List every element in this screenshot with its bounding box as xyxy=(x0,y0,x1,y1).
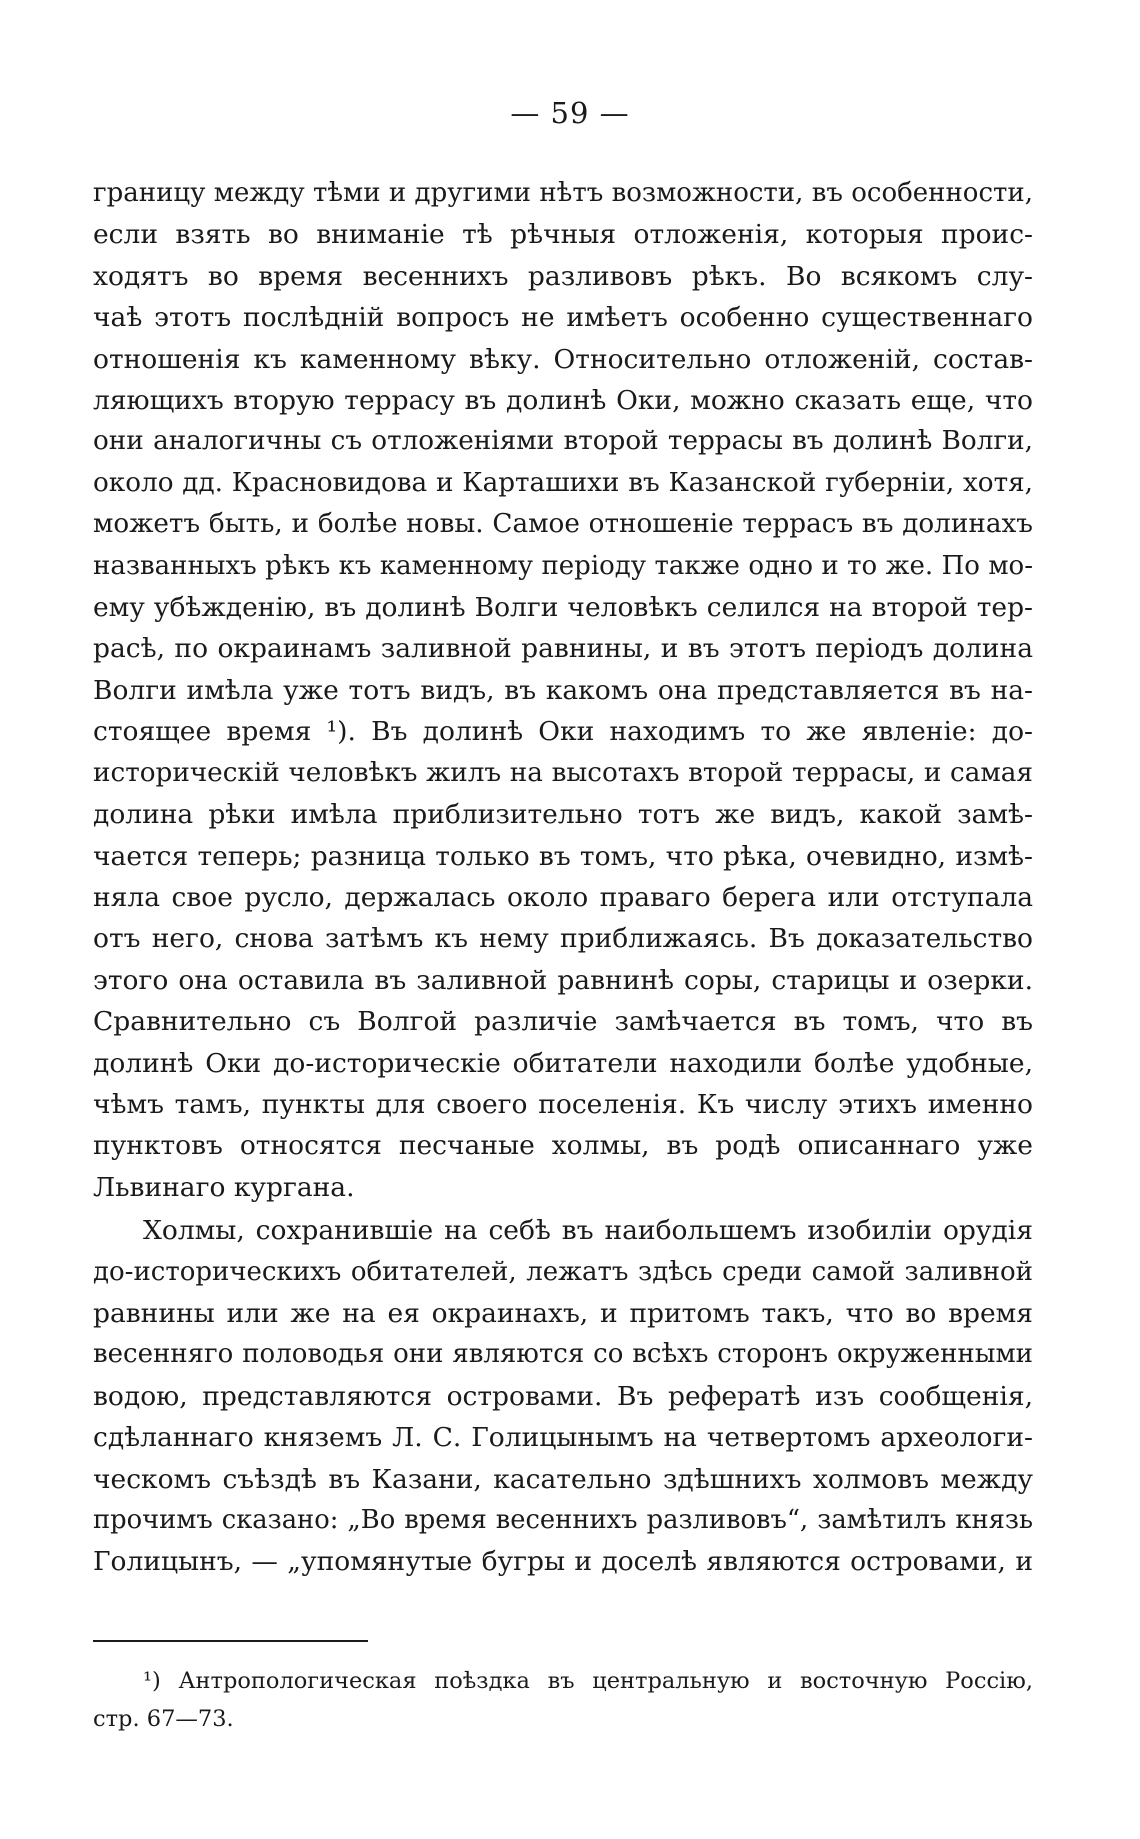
body-text xyxy=(93,173,1033,1583)
text-line: ходятъ во время весеннихъ разливовъ рѣкъ. Во всякомъ слу- xyxy=(93,260,1033,292)
text-line: около дд. Красновидова и Карташихи въ Казанской губерніи, хотя, xyxy=(93,467,1033,498)
text-line: чаѣ этотъ послѣдній вопросъ не имѣетъ особенно существеннаго xyxy=(93,302,1033,334)
text-line: долинѣ Оки до-историческіе обитатели находили болѣе удобные, xyxy=(93,1047,1033,1079)
text-line: няла свое русло, держалась около праваго берега или отступала xyxy=(93,881,1033,913)
text-line: Волги имѣла уже тотъ видъ, въ какомъ она представляется въ на- xyxy=(93,674,1033,706)
text-line: пунктовъ относятся песчаные холмы, въ родѣ описаннаго уже xyxy=(93,1130,1033,1162)
paragraph-2 xyxy=(93,1210,1033,1583)
text-line: ческомъ съѣздѣ въ Казани, касательно здѣшнихъ холмовъ между xyxy=(93,1463,1033,1495)
text-line: долина рѣки имѣла приблизительно тотъ же видъ, какой замѣ- xyxy=(93,799,1033,831)
text-line: весенняго половодья они являются со всѣхъ сторонъ окруженными xyxy=(93,1339,1033,1370)
text-line: отношенія къ каменному вѣку. Относительно отложеній, состав- xyxy=(93,343,1033,375)
text-line: чѣмъ тамъ, пункты для своего поселенія. Къ числу этихъ именно xyxy=(93,1088,1033,1120)
text-line: Львинаго кургана. xyxy=(93,1171,355,1203)
paragraph-1 xyxy=(93,173,1033,1208)
text-line: историческій человѣкъ жилъ на высотахъ второй террасы, и самая xyxy=(93,757,1033,788)
page-number: — 59 — xyxy=(510,96,630,130)
footnote-line: стр. 67—73. xyxy=(93,1706,234,1732)
text-line: если взять во вниманіе тѣ рѣчныя отложенія, которыя проис- xyxy=(93,219,1033,251)
text-line: расѣ, по окраинамъ заливной равнины, и въ этотъ періодъ долина xyxy=(93,633,1033,665)
text-line: Сравнительно съ Волгой различіе замѣчается въ томъ, что въ xyxy=(93,1006,1033,1038)
text-line: равнины или же на ея окраинахъ, и притомъ такъ, что во время xyxy=(93,1297,1033,1329)
text-line: этого она оставила въ заливной равнинѣ соры, старицы и озерки. xyxy=(93,964,1033,996)
footnote-separator xyxy=(93,1640,368,1642)
text-line: границу между тѣми и другими нѣтъ возможности, въ особенности, xyxy=(93,178,1033,208)
footnote xyxy=(93,1662,1033,1738)
text-line: отъ него, снова затѣмъ къ нему приближаясь. Въ доказательство xyxy=(93,923,1033,955)
text-line: они аналогичны съ отложеніями второй террасы въ долинѣ Волги, xyxy=(93,426,1033,457)
text-line: чается теперь; разница только въ томъ, что рѣка, очевидно, измѣ- xyxy=(93,840,1033,872)
text-line: Голицынъ, — „упомянутые бугры и доселѣ являются островами, и xyxy=(93,1546,1033,1578)
text-line: ему убѣжденію, въ долинѣ Волги человѣкъ селился на второй тер- xyxy=(93,592,1033,624)
footnote-line: ¹) Антропологическая поѣздка въ центральную и восточную Россію, xyxy=(143,1668,1033,1694)
text-line: можетъ быть, и болѣе новы. Самое отношеніе террасъ въ долинахъ xyxy=(93,509,1033,540)
text-line: названныхъ рѣкъ къ каменному періоду также одно и то же. По мо- xyxy=(93,550,1033,581)
text-line: Холмы, сохранившіе на себѣ въ наибольшемъ изобиліи орудія xyxy=(143,1215,1033,1247)
text-line: до-историческихъ обитателей, лежатъ здѣсь среди самой заливной xyxy=(93,1256,1033,1287)
text-line-footnote-ref: стоящее время ¹). Въ долинѣ Оки находимъ то же явленіе: до- xyxy=(93,716,1033,748)
text-line: водою, представляются островами. Въ рефератѣ изъ сообщенія, xyxy=(93,1380,1033,1412)
text-line: сдѣланнаго княземъ Л. С. Голицынымъ на четвертомъ археологи- xyxy=(93,1422,1033,1454)
text-line: прочимъ сказано: „Во время весеннихъ разливовъ“, замѣтилъ князь xyxy=(93,1505,1033,1535)
text-line: ляющихъ вторую террасу въ долинѣ Оки, можно сказать еще, что xyxy=(93,385,1033,417)
